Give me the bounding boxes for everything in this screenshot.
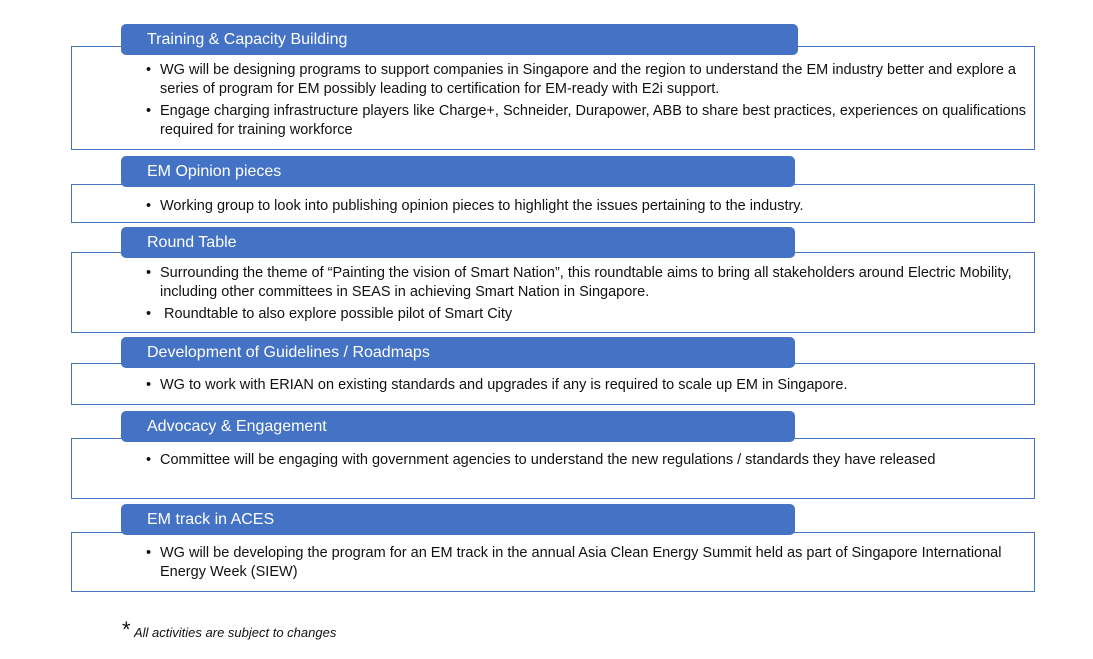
bullet-item: • Committee will be engaging with government agencies to understand the new regulations / standards they have released: [146, 452, 936, 468]
bullet-list-opinion: [146, 197, 1033, 219]
bullet-list-advocacy: [146, 451, 1033, 473]
bullet-item: • WG will be designing programs to support companies in Singapore and the region to understand the EM industry better and explore a series of program for EM possibly leading to certification for EM-ready with E2i support.: [146, 62, 1016, 97]
section-header-opinion: EM Opinion pieces: [121, 156, 795, 187]
section-header-advocacy: Advocacy & Engagement: [121, 411, 795, 442]
footnote-text: All activities are subject to changes: [134, 625, 337, 640]
bullet-list-guidelines: [146, 376, 1033, 398]
section-header-aces: EM track in ACES: [121, 504, 795, 535]
footnote-asterisk: *: [122, 617, 131, 642]
bullet-list-training: [146, 61, 1033, 143]
section-header-guidelines: Development of Guidelines / Roadmaps: [121, 337, 795, 368]
bullet-list-roundtable: [146, 264, 1033, 327]
section-header-roundtable: Round Table: [121, 227, 795, 258]
bullet-item: • Surrounding the theme of “Painting the vision of Smart Nation”, this roundtable aims to bring all stakeholders around Electric Mobility, including other committees in SEAS in achieving Smart Nation in Singapore.: [146, 265, 1012, 300]
bullet-item: • WG will be developing the program for an EM track in the annual Asia Clean Energy Summit held as part of Singapore International Energy Week (SIEW): [146, 545, 1002, 580]
bullet-item: • WG to work with ERIAN on existing standards and upgrades if any is required to scale up EM in Singapore.: [146, 377, 848, 393]
bullet-list-aces: [146, 544, 1033, 585]
bullet-item: • Roundtable to also explore possible pilot of Smart City: [146, 306, 513, 322]
bullet-item: • Working group to look into publishing opinion pieces to highlight the issues pertaining to the industry.: [146, 198, 804, 214]
bullet-item: • Engage charging infrastructure players like Charge+, Schneider, Durapower, ABB to share best practices, experiences on qualifications required for training workforce: [146, 103, 1027, 138]
section-header-training: Training & Capacity Building: [121, 24, 798, 55]
